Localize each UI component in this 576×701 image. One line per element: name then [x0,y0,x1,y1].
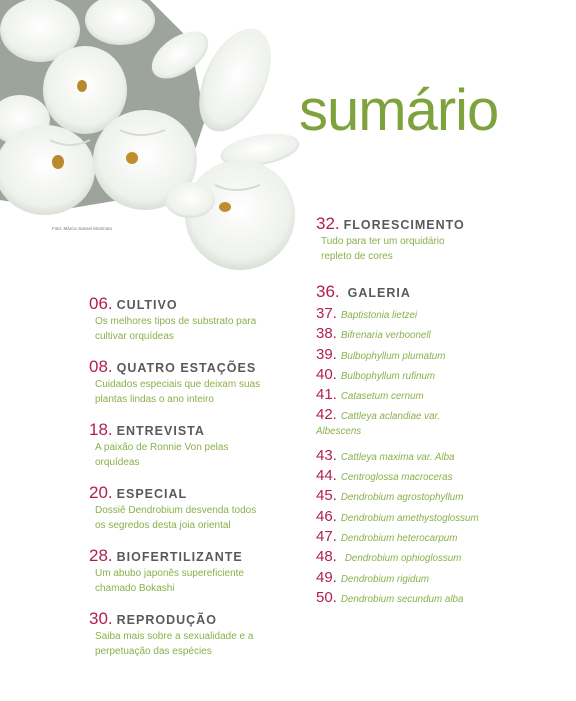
species-name: Bulbophyllum plumatum [340,350,446,362]
species-name: Dendrobium amethystoglossum [340,512,479,524]
entry-number: 32. [316,214,340,233]
toc-entry[interactable] [89,546,289,596]
entry-desc-line: os segredos desta joia oriental [95,520,231,531]
entry-title: ESPECIAL [116,487,188,501]
entry-title: FLORESCIMENTO [343,218,465,232]
entry-desc-line: repleto de cores [321,251,393,262]
gallery-item[interactable] [316,405,566,425]
species-name: Centroglossa macroceras [340,472,453,484]
gallery-item[interactable] [316,486,566,506]
gallery-item[interactable] [316,568,566,588]
entry-title: CULTIVO [116,298,178,312]
item-number: 37. [316,305,337,322]
item-number: 46. [316,507,337,525]
species-name: Dendrobium rigidum [340,573,430,585]
entry-number: 20. [89,483,113,502]
species-name: Cattleya maxima var. Alba [340,451,455,463]
entry-title: BIOFERTILIZANTE [116,550,243,564]
gallery-item[interactable] [316,324,566,344]
entry-title: QUATRO ESTAÇÕES [116,361,257,375]
entry-number: 06. [89,294,113,313]
entry-desc-line: cultivar orquídeas [95,331,174,342]
toc-entry[interactable] [89,420,289,470]
entry-desc-line: Os melhores tipos de substrato para [95,316,257,327]
entry-desc-line: A paixão de Ronnie Von pelas [95,442,229,453]
item-number: 47. [316,527,337,545]
gallery-item[interactable] [316,527,566,547]
entry-number: 30. [89,609,113,628]
entry-title: ENTREVISTA [116,424,205,438]
gallery-item[interactable] [316,588,566,608]
orchid-photo [0,0,300,280]
species-name: Catasetum cernum [340,391,424,403]
species-name: Baptistonia lietzei [340,310,418,321]
gallery-item[interactable] [316,304,566,324]
item-number: 45. [316,487,337,505]
gallery-item[interactable] [316,385,566,405]
entry-number: 36. [316,282,340,301]
entry-desc-line: perpetuação das espécies [95,646,212,657]
entry-desc-line: Tudo para ter um orquidário [321,236,445,247]
photo-credit: Foto: Márcio Sansei Morimoto [52,226,113,231]
entry-desc-line: orquídeas [95,457,140,468]
item-number: 42. [316,406,337,424]
item-number: 40. [316,365,337,383]
toc-left-column [89,294,289,659]
entry-desc-line: Um abubo japonês supereficiente [95,568,244,579]
toc-entry[interactable] [89,357,289,407]
entry-desc-line: Cuidados especiais que deixam suas [95,379,261,390]
species-name: Dendrobium agrostophyllum [340,492,464,504]
species-name: Dendrobium heterocarpum [340,532,458,544]
entry-title: GALERIA [347,286,411,300]
entry-number: 28. [89,546,113,565]
toc-entry[interactable] [89,609,289,659]
item-number: 41. [316,386,337,404]
toc-entry[interactable] [89,294,289,344]
entry-title: REPRODUÇÃO [116,613,217,627]
item-number: 39. [316,345,337,363]
species-name-continued: Albescens [316,425,362,437]
toc-entry-florescimento[interactable] [316,214,566,264]
species-name: Bifrenaria verboonell [340,330,431,342]
page-title: sumário [299,78,499,143]
species-name: Cattleya aclandiae var. [340,411,441,423]
item-number: 44. [316,467,337,485]
gallery-item[interactable] [316,345,566,365]
item-number: 49. [316,568,337,586]
item-number: 48. [316,548,337,566]
entry-number: 18. [89,420,113,439]
toc-entry[interactable] [89,483,289,533]
entry-number: 08. [89,357,113,376]
gallery-item[interactable] [316,466,566,486]
species-name: Dendrobium secundum alba [340,593,464,605]
toc-right-column [316,214,566,608]
species-name: Bulbophyllum rufinum [340,370,436,382]
item-number: 43. [316,446,337,464]
item-number: 50. [316,588,337,606]
toc-entry-galeria[interactable] [316,282,566,304]
entry-desc-line: chamado Bokashi [95,583,175,594]
gallery-item[interactable] [316,365,566,385]
gallery-item[interactable] [316,507,566,527]
species-name: Dendrobium ophioglossum [344,553,462,565]
gallery-list [316,304,566,608]
item-number: 38. [316,325,337,343]
entry-desc-line: Dossiê Dendrobium desvenda todos [95,505,257,516]
entry-desc-line: plantas lindas o ano inteiro [95,394,214,405]
entry-desc-line: Saiba mais sobre a sexualidade e a [95,631,254,642]
gallery-item[interactable] [316,446,566,466]
gallery-item[interactable] [316,547,566,567]
